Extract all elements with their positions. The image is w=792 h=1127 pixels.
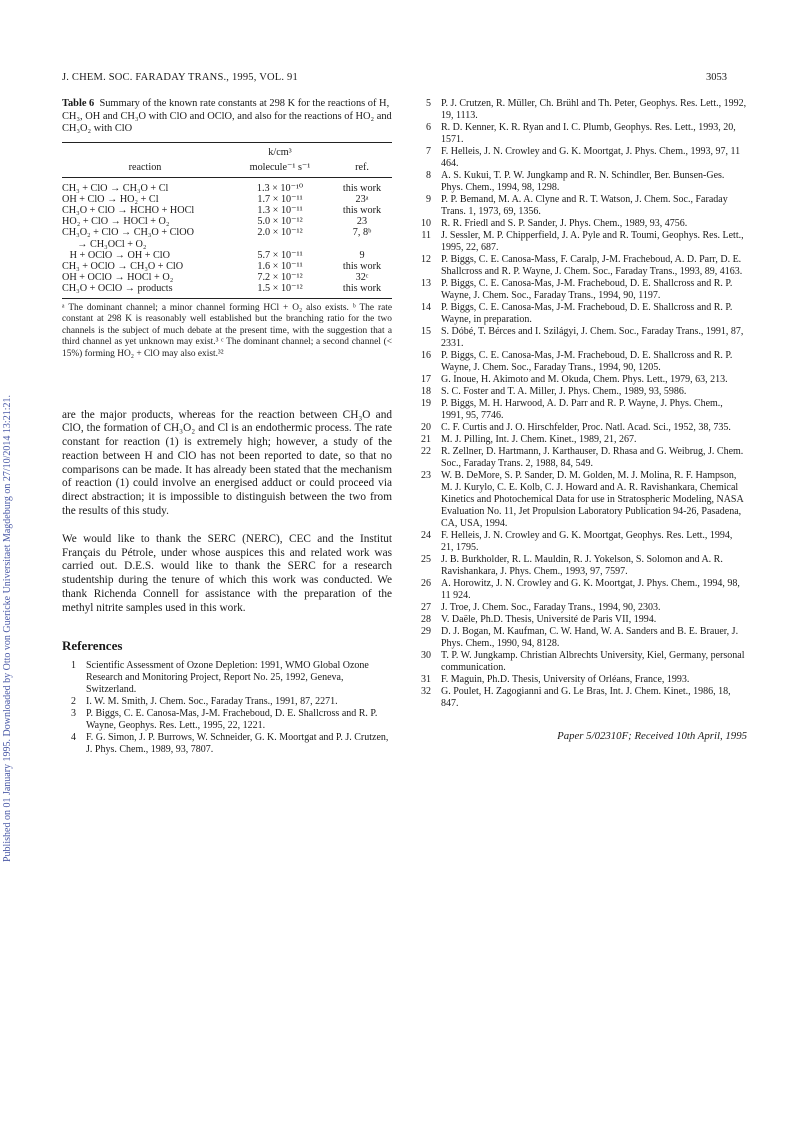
acknowledgements: We would like to thank the SERC (NERC), CEC and the Institut Français du Pétrole, under whose auspices this and related work was carried out. D.E.S. would like to thank the SERC for a research studentship during the tenure of which this work was conducted. We thank Richenda Connell for assistance with the preparation of the methyl nitrite samples used in this work.	[62, 532, 392, 614]
table-footnote: ᵃ The dominant channel; a minor channel forming HCl + O₂ also exists. ᵇ The rate constant at 298 K is reasonably well established but the branching ratio for the two channels is the subject of much debate at the present time, with the suggestion that a third channel as yet unknown may exist.³ ᶜ The dominant channel; a second channel (< 15%) forming HO₂ + ClO may also exist.³²	[62, 302, 392, 359]
reference-text: P. P. Bemand, M. A. A. Clyne and R. T. Watson, J. Chem. Soc., Faraday Trans. 1, 1973, 69, 1356.	[441, 194, 728, 217]
reference-text: S. Dóbé, T. Bérces and I. Szilágyi, J. Chem. Soc., Faraday Trans., 1991, 87, 2331.	[441, 326, 744, 349]
col-header-ref: ref.	[332, 160, 392, 178]
reference-number: 11	[421, 230, 431, 241]
reference-number: 5	[426, 98, 431, 109]
cell-reaction: CH₃ + ClO → CH₃O + Cl	[62, 182, 169, 194]
reference-item	[417, 674, 747, 686]
reference-number: 2	[71, 695, 76, 707]
cell-rate-constant: 1.3 × 10⁻¹¹	[257, 204, 303, 216]
reference-number: 21	[421, 434, 431, 445]
reference-item	[417, 170, 747, 194]
reference-number: 20	[421, 422, 431, 433]
reference-number: 29	[421, 626, 431, 637]
reference-item	[62, 660, 392, 696]
reference-item	[417, 530, 747, 554]
reference-item	[417, 98, 747, 122]
reference-text: A. Horowitz, J. N. Crowley and G. K. Moortgat, J. Phys. Chem., 1994, 98, 11 924.	[441, 578, 740, 601]
reference-number: 18	[421, 386, 431, 397]
reference-number: 24	[421, 530, 431, 541]
reference-text: P. Biggs, C. E. Canosa-Mas, J-M. Fracheboud, D. E. Shallcross and R. P. Wayne, J. Chem. Soc., Faraday Trans., 1994, 90, 1197.	[441, 278, 733, 301]
reference-item	[417, 650, 747, 674]
reference-item	[417, 374, 747, 386]
reference-number: 17	[421, 374, 431, 385]
reference-text: I. W. M. Smith, J. Chem. Soc., Faraday Trans., 1991, 87, 2271.	[86, 695, 338, 707]
reference-item	[417, 398, 747, 422]
table-row	[62, 227, 392, 238]
reference-number: 9	[426, 194, 431, 205]
rate-constants-table	[62, 142, 392, 299]
reference-text: P. J. Crutzen, R. Müller, Ch. Brühl and Th. Peter, Geophys. Res. Lett., 1992, 19, 1113.	[441, 98, 747, 121]
reference-text: R. D. Kenner, K. R. Ryan and I. C. Plumb, Geophys. Res. Lett., 1993, 20, 1571.	[441, 122, 736, 145]
reference-number: 23	[421, 470, 431, 481]
reference-number: 19	[421, 398, 431, 409]
reference-number: 28	[421, 614, 431, 625]
table-row	[62, 177, 392, 194]
col-header-k-unit1: k/cm³	[228, 142, 332, 160]
reference-item	[417, 470, 747, 530]
reference-text: W. B. DeMore, S. P. Sander, D. M. Golden, M. J. Molina, R. F. Hampson, M. J. Kurylo, C. E. Kolb, C. J. Howard and A. R. Ravishankara, Chemical Kinetics and Photochemical Data for use in Stratospheric Modeling, NASA Evaluation No. 11, Jet Propulsion Laboratory Publication 94-26, Pasadena, CA, USA, 1994.	[441, 470, 744, 529]
reference-item	[417, 278, 747, 302]
reference-text: F. Maguin, Ph.D. Thesis, University of Orléans, France, 1993.	[441, 674, 690, 685]
reference-number: 12	[421, 254, 431, 265]
table-row	[62, 205, 392, 216]
reference-number: 7	[426, 146, 431, 157]
reference-item	[417, 554, 747, 578]
references-heading: References	[62, 637, 123, 653]
reference-item	[417, 194, 747, 218]
reference-item	[417, 254, 747, 278]
reference-item	[417, 614, 747, 626]
cell-ref: 9	[359, 249, 365, 261]
reference-item	[417, 350, 747, 374]
reference-text: A. S. Kukui, T. P. W. Jungkamp and R. N. Schindler, Ber. Bunsen-Ges. Phys. Chem., 1994, 98, 1298.	[441, 170, 725, 193]
cell-ref: 32ᶜ	[355, 272, 369, 284]
cell-reaction: OH + OClO → HOCl + O₂	[62, 272, 174, 284]
reference-number: 22	[421, 446, 431, 457]
reference-text: R. Zellner, D. Hartmann, J. Karthauser, D. Rhasa and G. Weibrug, J. Chem. Soc., Faraday Trans. 2, 1988, 84, 549.	[441, 446, 744, 469]
reference-item	[62, 696, 392, 708]
reference-number: 1	[71, 659, 76, 671]
reference-number: 30	[421, 650, 431, 661]
reference-number: 27	[421, 602, 431, 613]
cell-reaction: → CH₃OCl + O₂	[62, 238, 147, 250]
reference-text: P. Biggs, C. E. Canosa-Mas, J-M. Fracheboud, D. E. Shallcross and R. P. Wayne, J. Chem. Soc., Faraday Trans., 1994, 90, 1205.	[441, 350, 733, 373]
cell-rate-constant: 1.3 × 10⁻¹⁰	[256, 182, 304, 194]
cell-reaction: CH₃O + OClO → products	[62, 283, 228, 298]
right-column	[417, 98, 747, 742]
reference-item	[417, 302, 747, 326]
reference-item	[417, 422, 747, 434]
table-row	[62, 239, 392, 250]
cell-rate-constant: 1.5 × 10⁻¹²	[228, 283, 332, 298]
reference-text: P. Biggs, C. E. Canosa-Mas, J-M. Fracheboud, D. E. Shallcross and R. P. Wayne, in preparation.	[441, 302, 733, 325]
cell-reaction: OH + ClO → HO₂ + Cl	[62, 193, 159, 205]
cell-rate-constant: 5.7 × 10⁻¹¹	[257, 249, 303, 261]
table-row	[62, 272, 392, 283]
running-header: J. CHEM. SOC. FARADAY TRANS., 1995, VOL. 91	[62, 72, 298, 83]
reference-number: 26	[421, 578, 431, 589]
cell-ref: 7, 8ᵇ	[352, 227, 372, 239]
cell-rate-constant: 5.0 × 10⁻¹²	[257, 216, 303, 228]
reference-text: C. F. Curtis and J. O. Hirschfelder, Proc. Natl. Acad. Sci., 1952, 38, 735.	[441, 422, 731, 433]
reference-item	[62, 708, 392, 732]
cell-ref: this work	[342, 204, 382, 216]
reference-number: 6	[426, 122, 431, 133]
table-row	[62, 216, 392, 227]
cell-ref: this work	[342, 260, 382, 272]
reference-number: 8	[426, 170, 431, 181]
reference-text: J. Sessler, M. P. Chipperfield, J. A. Pyle and R. Toumi, Geophys. Res. Lett., 1995, 22, 687.	[441, 230, 744, 253]
table-caption	[62, 98, 392, 136]
reference-text: R. R. Friedl and S. P. Sander, J. Phys. Chem., 1989, 93, 4756.	[441, 218, 688, 229]
reference-number: 32	[421, 686, 431, 697]
cell-reaction: H + OClO → OH + ClO	[62, 249, 170, 261]
reference-text: M. J. Pilling, Int. J. Chem. Kinet., 1989, 21, 267.	[441, 434, 637, 445]
table-body	[62, 177, 392, 298]
cell-ref: 23	[356, 216, 368, 228]
page-number: 3053	[706, 72, 727, 83]
cell-ref	[332, 239, 392, 250]
cell-ref: this work	[342, 182, 382, 194]
reference-item	[417, 686, 747, 710]
reference-text: P. Biggs, C. E. Canosa-Mass, F. Caralp, J-M. Fracheboud, A. D. Parr, D. E. Shallcross and R. P. Wayne, J. Chem. Soc., Faraday Trans., 1993, 89, 4163.	[441, 254, 743, 277]
reference-text: P. Biggs, C. E. Canosa-Mas, J-M. Fracheboud, D. E. Shallcross and R. P. Wayne, Geophys. Res. Lett., 1995, 22, 1221.	[86, 707, 378, 731]
cell-reaction: CH₃O + ClO → HCHO + HOCl	[62, 204, 195, 216]
table-row	[62, 283, 392, 298]
reference-item	[417, 386, 747, 398]
reference-text: G. Inoue, H. Akimoto and M. Okuda, Chem. Phys. Lett., 1979, 63, 213.	[441, 374, 728, 385]
reference-text: P. Biggs, M. H. Harwood, A. D. Parr and R. P. Wayne, J. Phys. Chem., 1991, 95, 7746.	[441, 398, 723, 421]
reference-text: F. Helleis, J. N. Crowley and G. K. Moortgat, Geophys. Res. Lett., 1994, 21, 1795.	[441, 530, 733, 553]
reference-item	[417, 218, 747, 230]
col-header-k-unit2: molecule⁻¹ s⁻¹	[228, 160, 332, 178]
table-row	[62, 194, 392, 205]
reference-number: 31	[421, 674, 431, 685]
reference-text: J. Troe, J. Chem. Soc., Faraday Trans., 1994, 90, 2303.	[441, 602, 661, 613]
references-list-right	[417, 98, 747, 710]
cell-rate-constant: 2.0 × 10⁻¹²	[257, 227, 303, 239]
reference-item	[417, 146, 747, 170]
left-column	[62, 98, 392, 756]
reference-number: 15	[421, 326, 431, 337]
reference-item	[417, 446, 747, 470]
reference-text: Scientific Assessment of Ozone Depletion: 1991, WMO Global Ozone Research and Monitoring Project, Report No. 25, 1992, Geneva, Switzerland.	[86, 659, 369, 695]
reference-item	[417, 602, 747, 614]
cell-rate-constant: 1.6 × 10⁻¹¹	[257, 260, 303, 272]
cell-reaction: CH₃ + OClO → CH₃O + ClO	[62, 260, 184, 272]
reference-text: F. G. Simon, J. P. Burrows, W. Schneider, G. K. Moortgat and P. J. Crutzen, J. Phys. Chem., 1989, 93, 7807.	[86, 731, 389, 755]
reference-item	[417, 626, 747, 650]
reference-item	[417, 326, 747, 350]
reference-text: G. Poulet, H. Zagogianni and G. Le Bras, Int. J. Chem. Kinet., 1986, 18, 847.	[441, 686, 731, 709]
table-row	[62, 261, 392, 272]
reference-text: F. Helleis, J. N. Crowley and G. K. Moortgat, J. Phys. Chem., 1993, 97, 11 464.	[441, 146, 741, 169]
paper-received-note: Paper 5/02310F; Received 10th April, 1995	[557, 730, 747, 742]
reference-number: 3	[71, 707, 76, 719]
reference-item	[62, 732, 392, 756]
reference-item	[417, 434, 747, 446]
cell-reaction: HO₂ + ClO → HOCl + O₂	[62, 216, 170, 228]
reference-text: D. J. Bogan, M. Kaufman, C. W. Hand, W. A. Sanders and B. E. Brauer, J. Phys. Chem., 1990, 94, 8128.	[441, 626, 739, 649]
references-list-left	[62, 660, 392, 756]
reference-number: 14	[421, 302, 431, 313]
col-header-reaction: reaction	[62, 160, 228, 178]
reference-item	[417, 122, 747, 146]
reference-number: 16	[421, 350, 431, 361]
reference-item	[417, 578, 747, 602]
table-row	[62, 250, 392, 261]
cell-reaction: CH₃O₂ + ClO → CH₃O + ClOO	[62, 227, 194, 239]
body-paragraph-1: are the major products, whereas for the reaction between CH₃O and ClO, the formation of CH₃O₂ and Cl is an endothermic process. The rate constant for reaction (1) is extremely high; however, a study of the reaction between H and ClO has not been reported to date, so that no comparisons can be made. It has already been stated that the mechanism of reaction (1) could involve an energised adduct or could proceed via direct abstraction; it is impossible to distinguish between the two from the results of this study.	[62, 408, 392, 518]
reference-item	[417, 230, 747, 254]
cell-rate-constant	[228, 239, 332, 250]
cell-rate-constant: 7.2 × 10⁻¹²	[257, 272, 303, 284]
reference-number: 4	[71, 731, 76, 743]
reference-text: S. C. Foster and T. A. Miller, J. Phys. Chem., 1989, 93, 5986.	[441, 386, 687, 397]
reference-text: T. P. W. Jungkamp. Christian Albrechts University, Kiel, Germany, personal communication.	[441, 650, 745, 673]
reference-text: V. Daële, Ph.D. Thesis, Université de Paris VII, 1994.	[441, 614, 657, 625]
cell-ref: 23ᵃ	[355, 193, 369, 205]
cell-ref: this work	[332, 283, 392, 298]
table-caption-text: Summary of the known rate constants at 298 K for the reactions of H, CH₃, OH and CH₃O with ClO and OClO, and also for the reactions of HO₂ and CH₃O₂ with ClO	[62, 98, 392, 134]
reference-number: 25	[421, 554, 431, 565]
reference-number: 10	[421, 218, 431, 229]
reference-text: J. B. Burkholder, R. L. Mauldin, R. J. Yokelson, S. Solomon and A. R. Ravishankara, J. Phys. Chem., 1993, 97, 7597.	[441, 554, 723, 577]
cell-rate-constant: 1.7 × 10⁻¹¹	[257, 193, 303, 205]
table-label: Table 6	[62, 98, 95, 109]
reference-number: 13	[421, 278, 431, 289]
download-watermark: Published on 01 January 1995. Downloaded by Otto von Guericke Universitaet Magdeburg on 27/10/2014 13:21:21.	[2, 395, 13, 862]
